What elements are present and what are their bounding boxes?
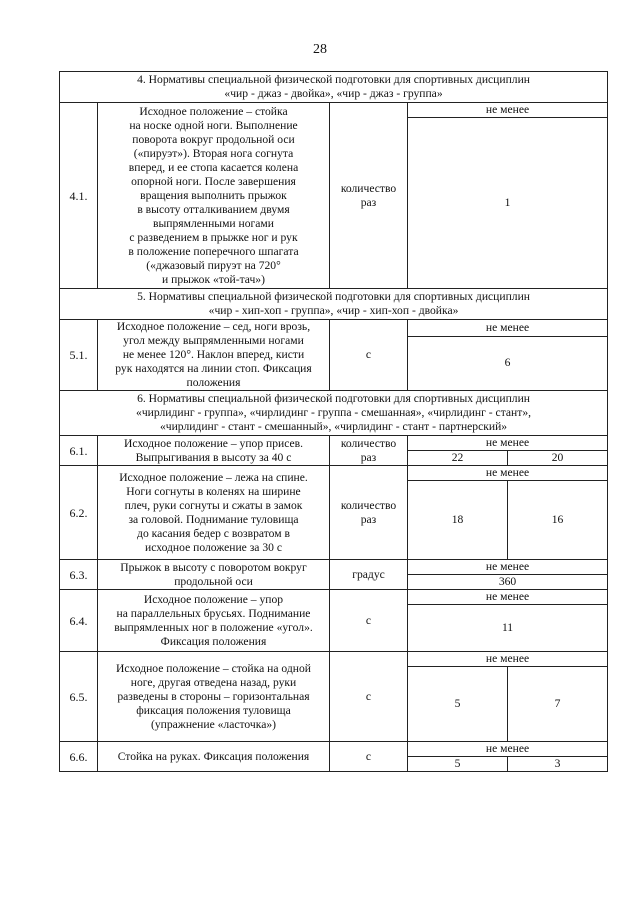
unit-cell: [330, 466, 408, 560]
text-line: выпрямленных ног в положение «угол».: [114, 620, 313, 634]
row-number: 6.3.: [60, 560, 98, 590]
text-line: 4. Нормативы специальной физической подготовки для спортивных дисциплин: [137, 73, 530, 86]
text-line: плеч, руки согнуты и сжаты в замок: [124, 498, 303, 512]
text-line: вперед, и ее стопа касается колена: [128, 160, 299, 174]
text-line: (упражнение «ласточка»): [151, 717, 276, 731]
text-line: с: [365, 689, 372, 703]
text-line: в положение поперечного шпагата: [128, 244, 299, 258]
exercise-description: [98, 590, 330, 652]
text-line: Выпрыгивания в высоту за 40 с: [135, 450, 292, 464]
norm-value: 3: [508, 757, 608, 772]
section-title-row: [60, 289, 608, 320]
row-number: 5.1.: [60, 320, 98, 391]
unit-cell: [330, 103, 408, 289]
text-line: Фиксация положения: [160, 634, 267, 648]
norm-value: 22: [408, 451, 508, 466]
page-number: 28: [313, 42, 327, 57]
text-line: («пируэт»). Вторая нога согнута: [133, 146, 294, 160]
text-line: Исходное положение – упор присев.: [123, 436, 304, 450]
text-line: раз: [360, 450, 377, 464]
min-header: не менее: [408, 466, 608, 481]
norms-table: [59, 71, 608, 772]
text-line: Исходное положение – стойка на одной: [116, 661, 311, 675]
norm-value: 11: [408, 605, 608, 652]
text-line: исходное положение за 30 с: [145, 540, 282, 554]
text-line: не менее 120°. Наклон вперед, кисти: [122, 348, 305, 361]
section-title-row: [60, 72, 608, 103]
text-line: вращения выполнить прыжок: [140, 188, 287, 202]
text-line: Ноги согнуты в коленях на ширине: [126, 484, 301, 498]
exercise-description: [98, 652, 330, 742]
norm-row: [60, 436, 608, 451]
unit-cell: [330, 652, 408, 742]
min-header: не менее: [408, 590, 608, 605]
text-line: («джазовый пируэт на 720°: [146, 258, 281, 272]
unit-cell: [330, 590, 408, 652]
min-header: не менее: [408, 652, 608, 667]
text-line: положения: [186, 376, 241, 389]
text-line: фиксация положения туловища: [136, 703, 291, 717]
exercise-description: [98, 436, 330, 466]
text-line: поворота вокруг продольной оси: [132, 132, 295, 146]
section-title: [60, 72, 608, 103]
section-title-row: [60, 391, 608, 436]
norm-value: 5: [408, 667, 508, 742]
row-number: 4.1.: [60, 103, 98, 289]
text-line: раз: [360, 512, 377, 526]
text-line: в высоту отталкиванием двумя: [137, 202, 290, 216]
text-line: раз: [360, 195, 377, 209]
norm-value: 5: [408, 757, 508, 772]
min-header: не менее: [408, 320, 608, 337]
row-number: 6.2.: [60, 466, 98, 560]
norm-value: 18: [408, 481, 508, 560]
text-line: с: [365, 749, 372, 763]
text-line: выпрямленными ногами: [153, 216, 274, 230]
text-line: угол между выпрямленными ногами: [123, 334, 304, 347]
text-line: на параллельных брусьях. Поднимание: [116, 606, 311, 620]
text-line: 6. Нормативы специальной физической подготовки для спортивных дисциплин: [137, 392, 530, 405]
text-line: опорной ноги. После завершения: [131, 174, 296, 188]
text-line: с: [365, 348, 372, 361]
min-header: не менее: [408, 742, 608, 757]
unit-cell: [330, 560, 408, 590]
norm-value: 16: [508, 481, 608, 560]
unit-cell: [330, 436, 408, 466]
text-line: разведены в стороны – горизонтальная: [117, 689, 310, 703]
min-header: не менее: [408, 436, 608, 451]
norm-row: [60, 590, 608, 605]
text-line: и прыжок «той-тач»): [162, 272, 265, 286]
text-line: продольной оси: [174, 574, 253, 588]
exercise-description: [98, 103, 330, 289]
norm-row: [60, 320, 608, 337]
exercise-description: [98, 560, 330, 590]
text-line: Исходное положение – сед, ноги врозь,: [116, 320, 311, 333]
norm-value: 6: [408, 336, 608, 390]
unit-cell: [330, 742, 408, 772]
norm-row: [60, 466, 608, 481]
norm-row: [60, 742, 608, 757]
norm-row: [60, 652, 608, 667]
text-line: ноге, другая отведена назад, руки: [130, 675, 297, 689]
text-line: количество: [340, 181, 397, 195]
norm-row: [60, 103, 608, 118]
text-line: градус: [352, 567, 385, 581]
text-line: Исходное положение – упор: [143, 592, 284, 606]
text-line: «чир - джаз - двойка», «чир - джаз - группа»: [224, 87, 443, 100]
text-line: на носке одной ноги. Выполнение: [129, 118, 298, 132]
row-number: 6.5.: [60, 652, 98, 742]
norm-value: 1: [408, 118, 608, 289]
exercise-description: [98, 466, 330, 560]
text-line: «чирлидинг - стант - смешанный», «чирлидинг - стант - партнерский»: [159, 420, 508, 433]
text-line: Прыжок в высоту с поворотом вокруг: [120, 560, 307, 574]
norm-row: [60, 560, 608, 575]
text-line: 5. Нормативы специальной физической подготовки для спортивных дисциплин: [137, 290, 530, 303]
row-number: 6.1.: [60, 436, 98, 466]
text-line: Исходное положение – лежа на спине.: [119, 470, 308, 484]
text-line: с: [365, 613, 372, 627]
text-line: Исходное положение – стойка: [139, 104, 288, 118]
row-number: 6.6.: [60, 742, 98, 772]
unit-cell: [330, 320, 408, 391]
text-line: до касания бедер с возвратом в: [137, 526, 290, 540]
norm-value: 360: [408, 575, 608, 590]
exercise-description: [98, 320, 330, 391]
norm-value: 20: [508, 451, 608, 466]
text-line: количество: [340, 498, 397, 512]
section-title: [60, 289, 608, 320]
norm-value: 7: [508, 667, 608, 742]
text-line: рук находятся на линии стоп. Фиксация: [115, 362, 312, 375]
text-line: «чирлидинг - группа», «чирлидинг - группа - смешанная», «чирлидинг - стант»,: [136, 406, 532, 419]
exercise-description: [98, 742, 330, 772]
text-line: с разведением в прыжке ног и рук: [129, 230, 298, 244]
min-header: не менее: [408, 103, 608, 118]
row-number: 6.4.: [60, 590, 98, 652]
text-line: количество: [340, 436, 397, 450]
text-line: «чир - хип-хоп - группа», «чир - хип-хоп - двойка»: [208, 304, 459, 317]
text-line: за головой. Поднимание туловища: [128, 512, 299, 526]
text-line: Стойка на руках. Фиксация положения: [117, 749, 310, 763]
min-header: не менее: [408, 560, 608, 575]
section-title: [60, 391, 608, 436]
